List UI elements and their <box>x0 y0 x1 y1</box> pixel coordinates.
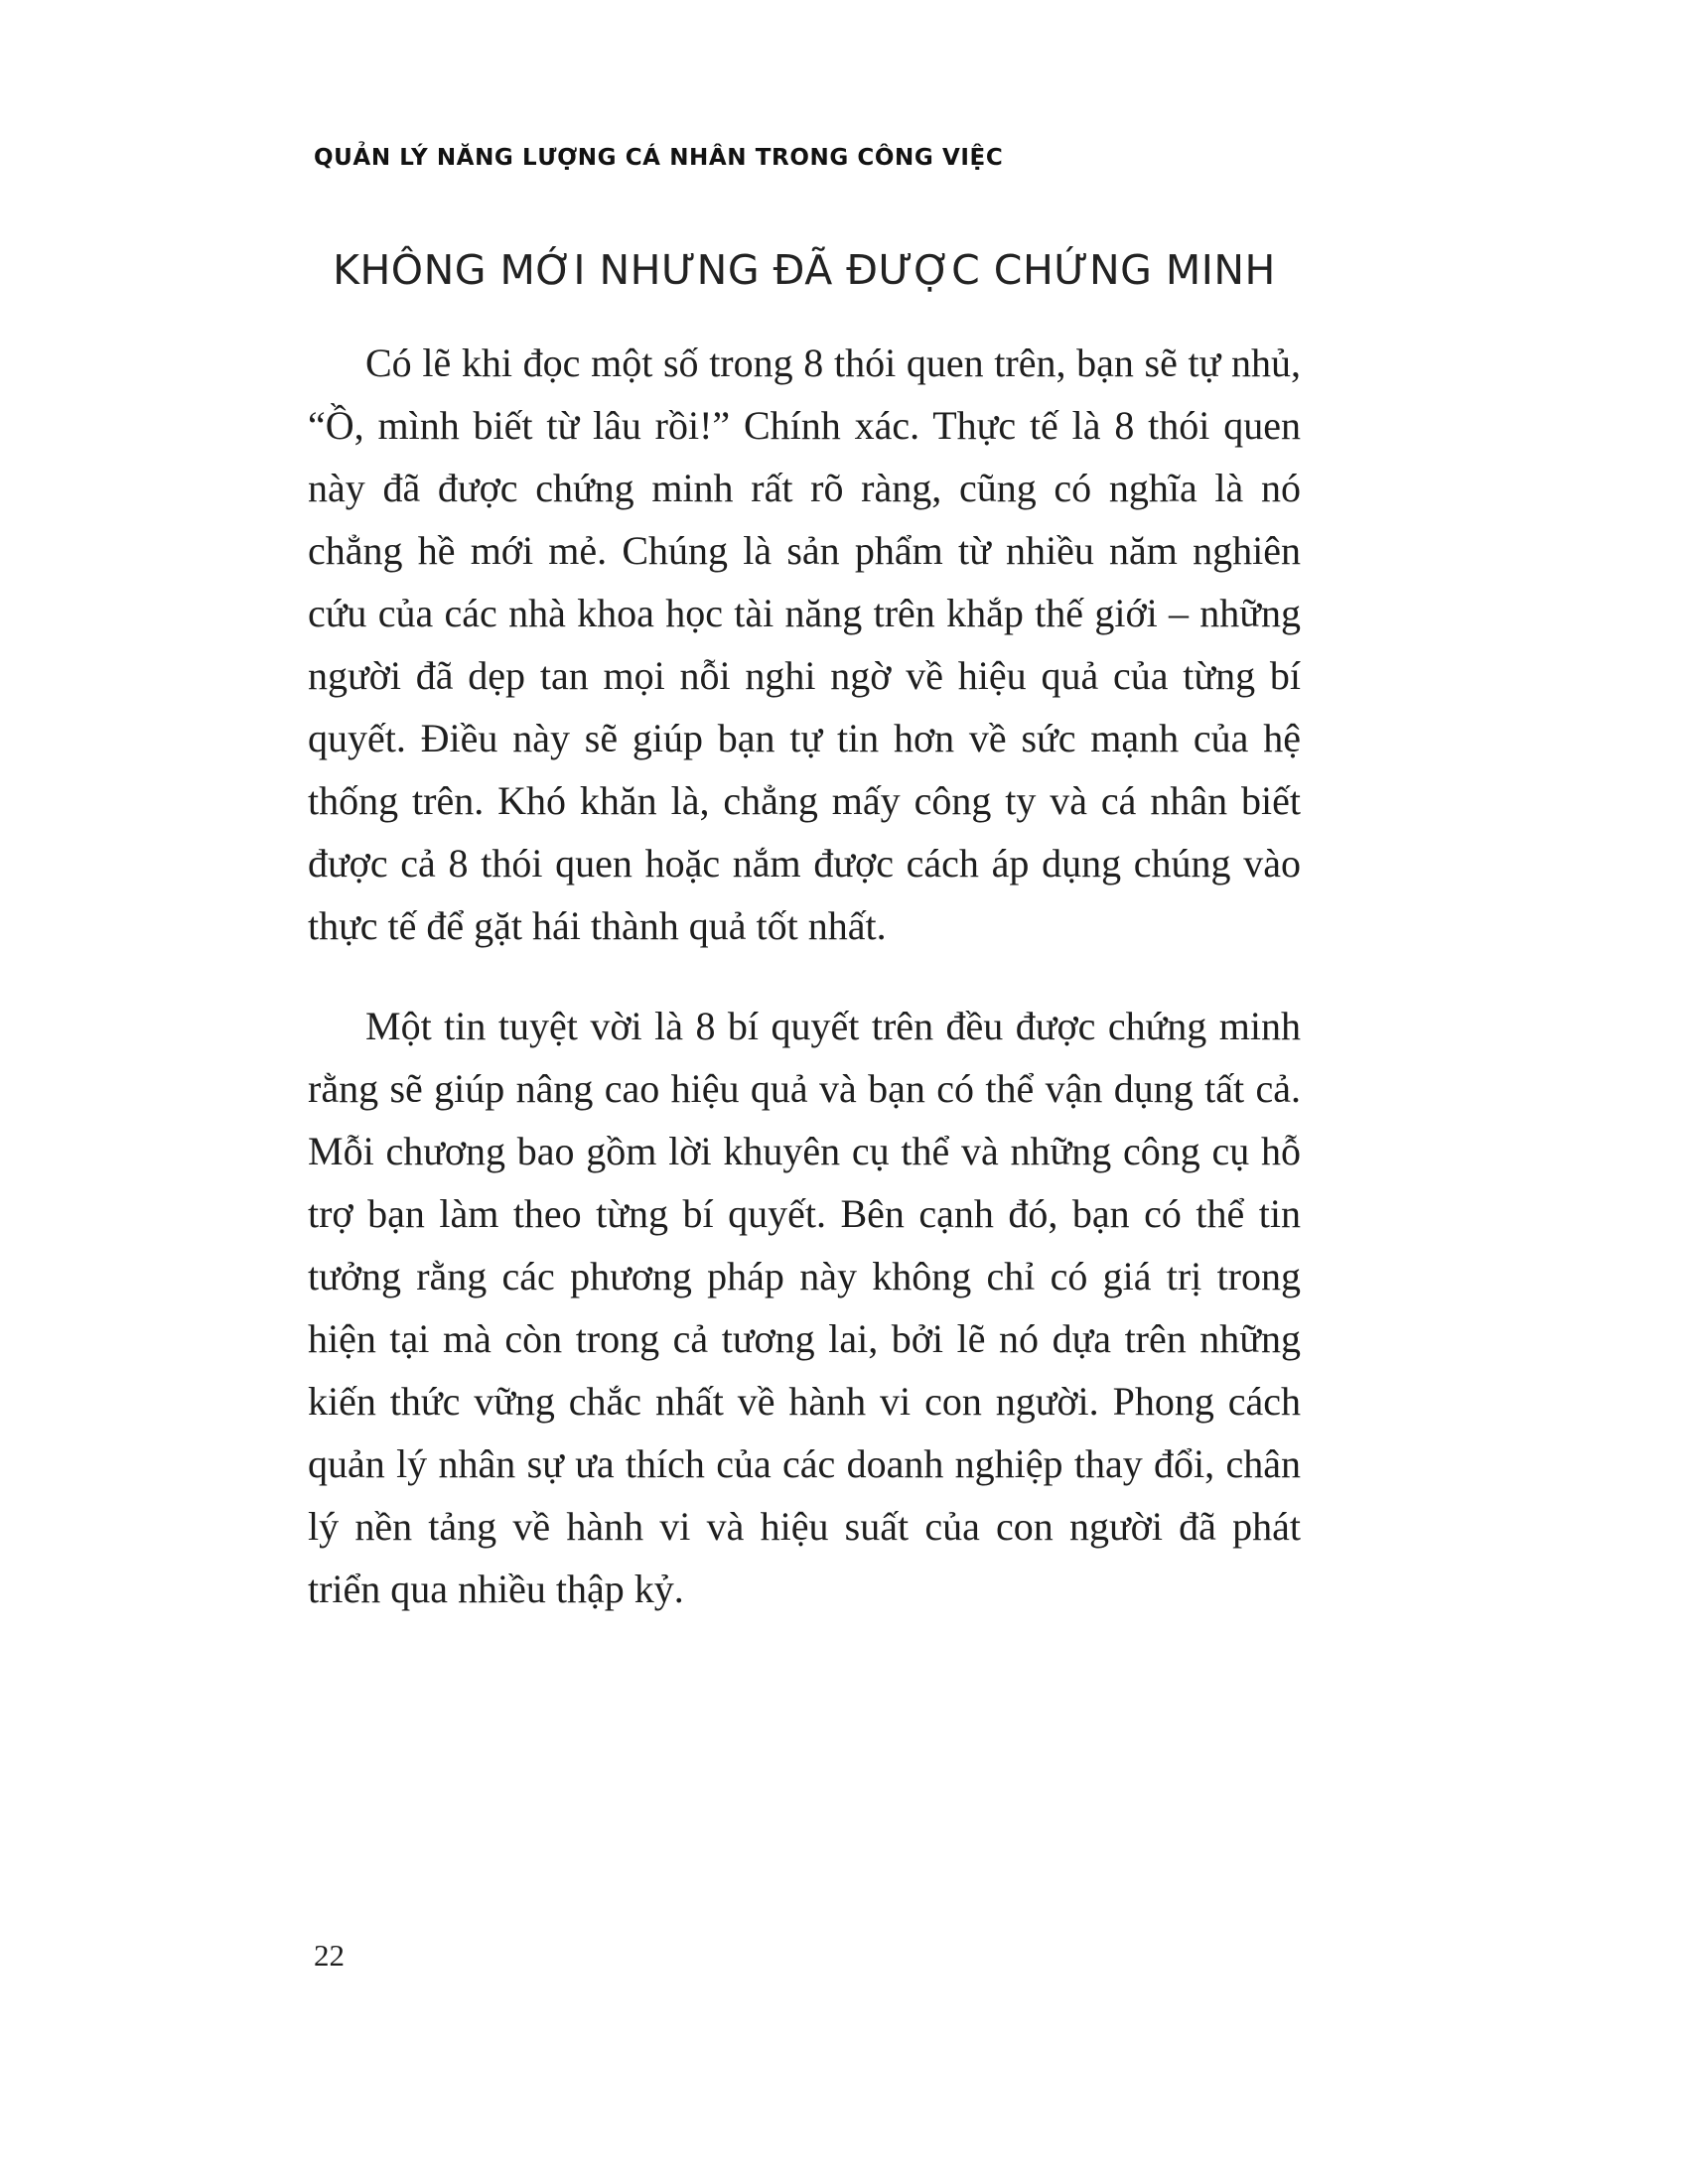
page-number: 22 <box>314 1938 345 1973</box>
body-text-column <box>308 332 1301 1658</box>
running-header: QUẢN LÝ NĂNG LƯỢNG CÁ NHÂN TRONG CÔNG VIỆC <box>314 145 1004 171</box>
paragraph-1: Có lẽ khi đọc một số trong 8 thói quen trên, bạn sẽ tự nhủ, “Ồ, mình biết từ lâu rồi!” Chính xác. Thực tế là 8 thói quen này đã được chứng minh rất rõ ràng, cũng có nghĩa là nó chẳng hề mới mẻ. Chúng là sản phẩm từ nhiều năm nghiên cứu của các nhà khoa học tài năng trên khắp thế giới – những người đã dẹp tan mọi nỗi nghi ngờ về hiệu quả của từng bí quyết. Điều này sẽ giúp bạn tự tin hơn về sức mạnh của hệ thống trên. Khó khăn là, chẳng mấy công ty và cá nhân biết được cả 8 thói quen hoặc nắm được cách áp dụng chúng vào thực tế để gặt hái thành quả tốt nhất. <box>308 341 1301 948</box>
section-title: KHÔNG MỚI NHƯNG ĐÃ ĐƯỢC CHỨNG MINH <box>333 246 1276 294</box>
paragraph-2: Một tin tuyệt vời là 8 bí quyết trên đều được chứng minh rằng sẽ giúp nâng cao hiệu quả và bạn có thể vận dụng tất cả. Mỗi chương bao gồm lời khuyên cụ thể và những công cụ hỗ trợ bạn làm theo từng bí quyết. Bên cạnh đó, bạn có thể tin tưởng rằng các phương pháp này không chỉ có giá trị trong hiện tại mà còn trong cả tương lai, bởi lẽ nó dựa trên những kiến thức vững chắc nhất về hành vi con người. Phong cách quản lý nhân sự ưa thích của các doanh nghiệp thay đổi, chân lý nền tảng về hành vi và hiệu suất của con người đã phát triển qua nhiều thập kỷ. <box>308 1004 1301 1611</box>
